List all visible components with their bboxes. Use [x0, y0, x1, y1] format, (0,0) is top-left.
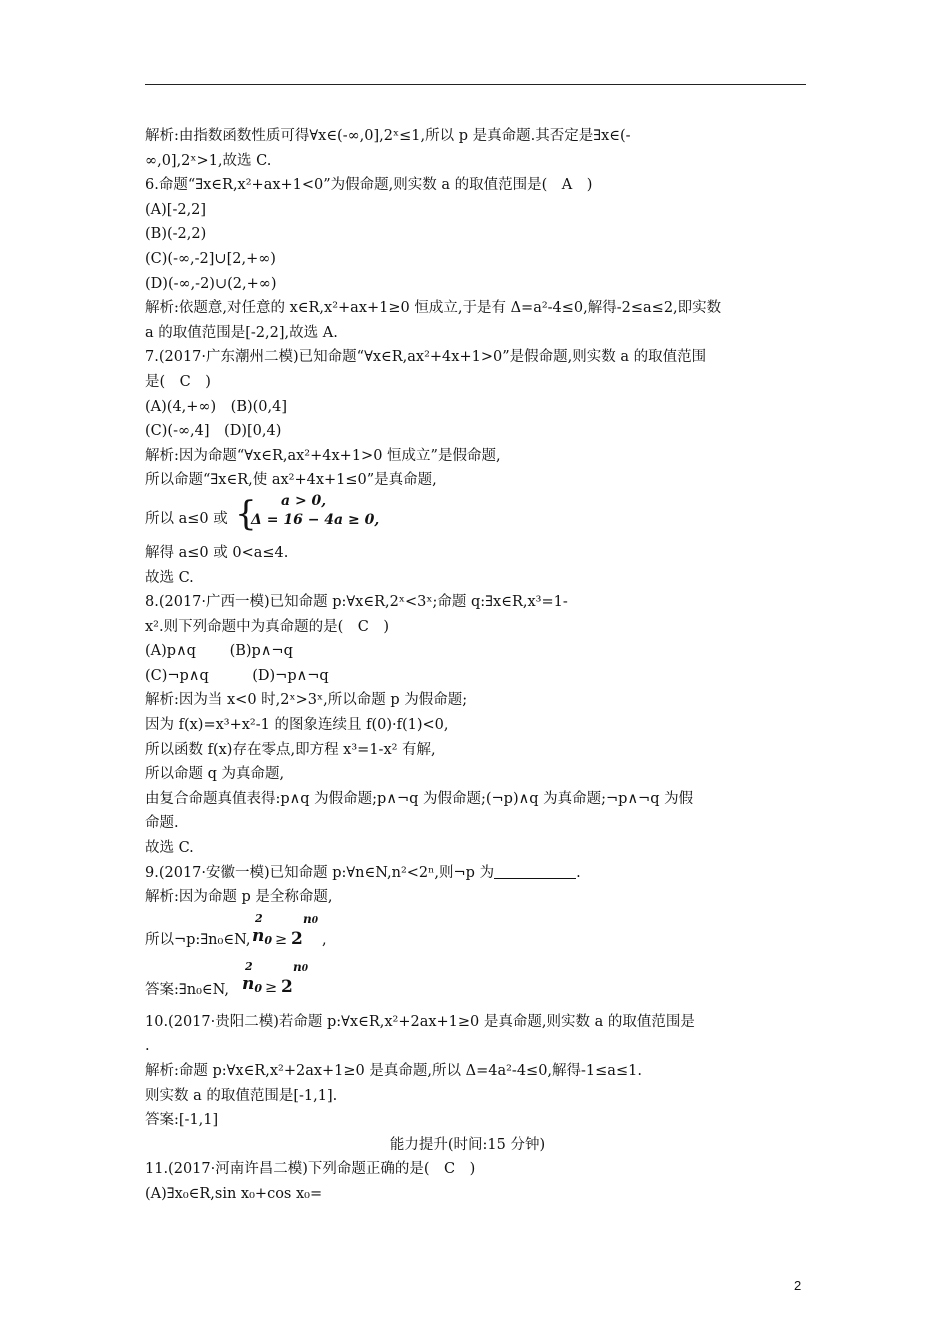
block-q5-q7	[145, 124, 810, 493]
text-line: 所以命题“∃x∈R,使 ax²+4x+1≤0”是真命题,	[145, 472, 437, 489]
q9-analysis: 解析:因为命题 p 是全称命题,	[145, 889, 333, 906]
q9-answer-prefix: 答案:∃n₀∈N,	[145, 981, 230, 998]
formula-two: 2	[291, 928, 303, 949]
text-line: 解析:命题 p:∀x∈R,x²+2ax+1≥0 是真命题,所以 Δ=4a²-4≤0,解得-1≤a≤1.	[145, 1063, 642, 1079]
text-line: 因为 f(x)=x³+x²-1 的图象连续且 f(0)·f(1)<0,	[145, 717, 449, 734]
text-line: .	[145, 1038, 150, 1055]
text-line: 则实数 a 的取值范围是[-1,1].	[145, 1087, 338, 1104]
formula-exponent-n0: n0	[293, 959, 308, 974]
text-line: 7.(2017·广东潮州二模)已知命题“∀x∈R,ax²+4x+1>0”是假命题,则实数 a 的取值范围	[145, 349, 707, 366]
text-line: ∞,0],2ˣ>1,故选 C.	[145, 152, 272, 169]
formula-geq: ≥	[265, 979, 278, 996]
system-prefix: 所以 a≤0 或	[145, 510, 228, 527]
text-line: 答案:[-1,1]	[145, 1112, 219, 1129]
text-line: 是( C )	[145, 373, 211, 390]
block-q11	[145, 1157, 810, 1206]
text-line: 10.(2017·贵阳二模)若命题 p:∀x∈R,x²+2ax+1≥0 是真命题,则实数 a 的取值范围是	[145, 1013, 695, 1030]
text-line: 故选 C.	[145, 840, 194, 857]
formula-n0: n0	[242, 973, 263, 995]
system-line-2: Δ = 16 − 4a ≥ 0,	[251, 511, 380, 528]
answer-blank	[494, 864, 576, 879]
text-line: (A)p∧q (B)p∧¬q	[145, 643, 293, 660]
text-line: 所以命题 q 为真命题,	[145, 766, 285, 783]
formula-geq: ≥	[275, 931, 288, 948]
text-line: (B)(-2,2)	[145, 226, 207, 243]
page-number: 2	[794, 1278, 802, 1293]
text-line: 解析:由指数函数性质可得∀x∈(-∞,0],2ˣ≤1,所以 p 是真命题.其否定是∃x∈(-	[145, 128, 631, 144]
text-line: (C)¬p∧q (D)¬p∧¬q	[145, 667, 329, 684]
text-line: (D)(-∞,-2)∪(2,+∞)	[145, 275, 277, 292]
formula-exponent-n0: n0	[303, 911, 318, 926]
text-line: (C)(-∞,4] (D)[0,4)	[145, 423, 282, 440]
q9-negation-prefix: 所以¬p:∃n₀∈N,	[145, 931, 251, 948]
text-line: 由复合命题真值表得:p∧q 为假命题;p∧¬q 为假命题;(¬p)∧q 为真命题;¬p∧¬q 为假	[145, 790, 694, 807]
block-q10	[145, 1010, 810, 1133]
q9-negation-line: 所以¬p:∃n₀∈N, n0 2 ≥ 2 n0 ,	[145, 910, 810, 960]
text-line: 解得 a≤0 或 0<a≤4.	[145, 544, 289, 561]
q9-stem: 9.(2017·安徽一模)已知命题 p:∀n∈N,n²<2ⁿ,则¬p 为 .	[145, 864, 581, 881]
text-line: 命题.	[145, 815, 179, 832]
text-line: 故选 C.	[145, 569, 194, 586]
text-line: a 的取值范围是[-2,2],故选 A.	[145, 324, 338, 341]
text-line: 解析:因为当 x<0 时,2ˣ>3ˣ,所以命题 p 为假命题;	[145, 692, 468, 709]
formula-square: 2	[245, 959, 253, 973]
document-body	[145, 124, 810, 1207]
text-line: (A)∃x₀∈R,sin x₀+cos x₀=	[145, 1185, 323, 1202]
text-line: 所以函数 f(x)存在零点,即方程 x³=1-x² 有解,	[145, 741, 436, 758]
system-of-inequalities	[145, 493, 810, 541]
text-line: 8.(2017·广西一模)已知命题 p:∀x∈R,2ˣ<3ˣ;命题 q:∃x∈R,x³=1-	[145, 594, 568, 611]
block-q7-q8	[145, 541, 810, 861]
section-title: 能力提升(时间:15 分钟)	[389, 1136, 546, 1153]
text-line: (C)(-∞,-2]∪[2,+∞)	[145, 250, 276, 267]
system-line-1: a > 0,	[281, 492, 327, 509]
formula-square: 2	[255, 911, 263, 925]
q9-answer-line	[145, 960, 810, 1010]
text-line: 11.(2017·河南许昌二模)下列命题正确的是( C )	[145, 1161, 476, 1178]
text-line: 6.命题“∃x∈R,x²+ax+1<0”为假命题,则实数 a 的取值范围是( A )	[145, 177, 593, 194]
header-rule	[145, 84, 806, 85]
text-line: (A)(4,+∞) (B)(0,4]	[145, 398, 288, 415]
formula-n0: n0	[252, 925, 273, 947]
formula-two: 2	[281, 976, 293, 997]
text-line: 解析:依题意,对任意的 x∈R,x²+ax+1≥0 恒成立,于是有 Δ=a²-4≤0,解得-2≤a≤2,即实数	[145, 300, 722, 317]
left-brace: {	[235, 493, 257, 534]
text-line: (A)[-2,2]	[145, 201, 207, 218]
text-line: x².则下列命题中为真命题的是( C )	[145, 618, 390, 635]
text-line: 解析:因为命题“∀x∈R,ax²+4x+1>0 恒成立”是假命题,	[145, 447, 501, 464]
